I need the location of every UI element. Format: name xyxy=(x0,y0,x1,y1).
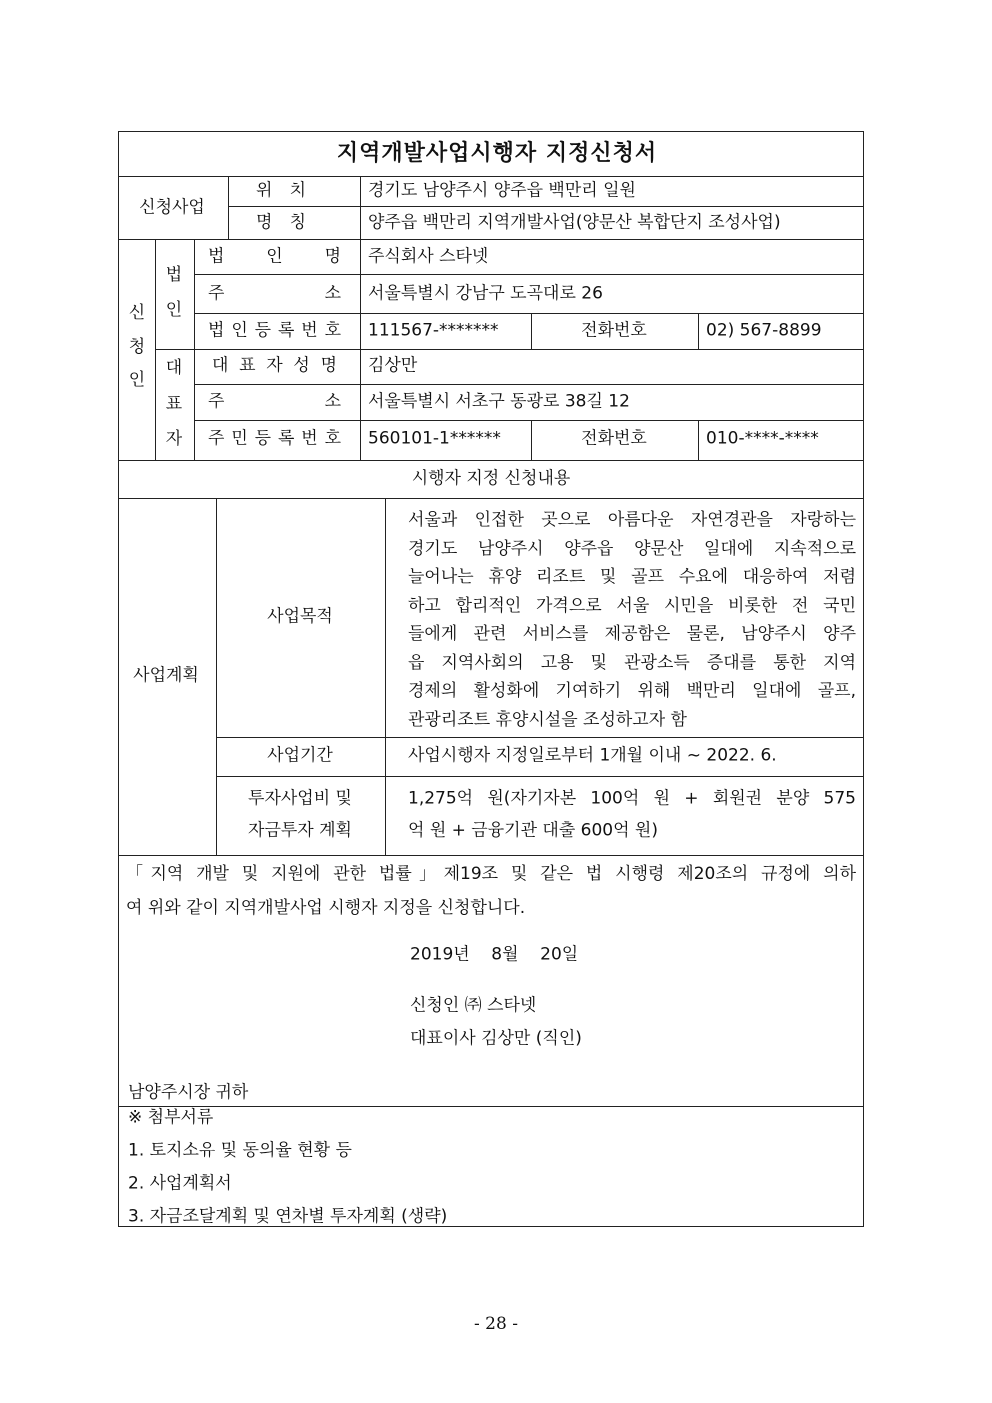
corp-address-label: 주 소 xyxy=(208,283,341,304)
period-label: 사업기간 xyxy=(267,745,333,766)
declaration-date: 2019년 8월 20일 xyxy=(410,944,579,965)
rule-field-label-right xyxy=(360,239,361,460)
rule-project-bottom xyxy=(118,239,864,240)
corp-reg-label: 법 인 등 록 번 호 xyxy=(208,320,341,341)
declaration-text: 「지역 개발 및 지원에 관한 법률」제19조 및 같은 법 시행령 제20조의 규정에 의하 여 위와 같이 지역개발사업 시행자 지정을 신청합니다. xyxy=(126,864,856,918)
applicant-section-label: 신 청 인 xyxy=(128,303,146,390)
rule-rep-1 xyxy=(194,384,864,385)
invest-label-1: 투자사업비 및 xyxy=(248,788,352,809)
rule-group-right xyxy=(194,239,195,460)
plan-section-label: 사업계획 xyxy=(133,665,199,686)
corp-phone-value: 02) 567-8899 xyxy=(706,320,822,341)
corp-name-value: 주식회사 스타넷 xyxy=(368,246,489,267)
invest-label-2: 자금투자 계획 xyxy=(248,820,352,841)
attachment-item: 2. 사업계획서 xyxy=(128,1173,232,1194)
attachment-item: 3. 자금조달계획 및 연차별 투자계획 (생략) xyxy=(128,1206,448,1227)
rule-project-sub-right xyxy=(360,176,361,239)
rule-corp-1 xyxy=(194,274,864,275)
rule-title-bottom xyxy=(118,176,864,177)
rule-corp-2 xyxy=(194,313,864,314)
rep-id-label: 주 민 등 록 번 호 xyxy=(208,428,341,449)
rep-address-value: 서울특별시 서초구 동광로 38길 12 xyxy=(368,391,630,412)
purpose-label: 사업목적 xyxy=(267,606,333,627)
rule-plan-label-right xyxy=(216,498,217,855)
rule-plan-sub-right xyxy=(385,498,386,855)
rule-rep-2 xyxy=(194,420,864,421)
project-name-value: 양주읍 백만리 지역개발사업(양문산 복합단지 조성사업) xyxy=(368,212,781,233)
corp-phone-label: 전화번호 xyxy=(581,320,647,341)
addressee: 남양주시장 귀하 xyxy=(128,1082,249,1103)
rule-decl-bottom xyxy=(118,1106,864,1107)
project-section-label: 신청사업 xyxy=(139,197,205,218)
project-name-label: 명 칭 xyxy=(256,212,306,233)
rule-purpose-bottom xyxy=(216,737,864,738)
rule-period-bottom xyxy=(216,776,864,777)
rep-id-value: 560101-1****** xyxy=(368,428,501,449)
rep-address-label: 주 소 xyxy=(208,391,341,412)
rule-corp-phone-right xyxy=(698,313,699,349)
rule-applicant-bottom xyxy=(118,460,864,461)
rule-content-header-bottom xyxy=(118,498,864,499)
rep-group-label: 대 표 자 xyxy=(165,358,183,449)
rep-name-label: 대 표 자 성 명 xyxy=(212,355,337,376)
rule-project-mid xyxy=(228,206,864,207)
declaration-applicant: 신청인 ㈜ 스타넷 xyxy=(410,995,537,1016)
invest-line-2: 억 원 + 금융기관 대출 600억 원) xyxy=(408,820,658,841)
rule-rep-phone-right xyxy=(698,420,699,460)
declaration-representative: 대표이사 김상만 (직인) xyxy=(410,1028,582,1049)
location-label: 위 치 xyxy=(256,180,306,201)
rule-applicant-left xyxy=(155,239,156,460)
rule-plan-bottom xyxy=(118,855,864,856)
rep-name-value: 김상만 xyxy=(368,355,418,376)
corp-name-label: 법 인 명 xyxy=(208,246,341,267)
corp-reg-value: 111567-******* xyxy=(368,320,499,341)
content-header: 시행자 지정 신청내용 xyxy=(411,468,571,489)
rule-corp-phone-left xyxy=(531,313,532,349)
page-title: 지역개발사업시행자 지정신청서 xyxy=(336,141,658,166)
rule-project-label-right xyxy=(228,176,229,239)
page-number: - 28 - xyxy=(474,1314,518,1334)
purpose-text: 서울과 인접한 곳으로 아름다운 자연경관을 자랑하는 경기도 남양주시 양주읍 양문산 일대에 지속적으로 늘어나는 휴양 리조트 및 골프 수요에 대응하여 저렴 하고 합리적인 가격으로 서울 시민을 비롯한 전 국민 들에게 관련 서비스를 제공함은 물론, 남양주시 양주 읍 지역사회의 고용 및 관광소득 증대를 통한 지역 경제의 활성화에 기여하기 위해 백만리 일대에 골프, 관광리조트 휴양시설을 조성하고자 함 xyxy=(408,510,856,730)
rep-phone-label: 전화번호 xyxy=(581,428,647,449)
corp-group-label: 법 인 xyxy=(165,265,183,320)
rule-corp-bottom xyxy=(155,349,864,350)
rule-rep-phone-left xyxy=(531,420,532,460)
location-value: 경기도 남양주시 양주읍 백만리 일원 xyxy=(368,180,636,201)
period-value: 사업시행자 지정일로부터 1개월 이내 ~ 2022. 6. xyxy=(408,745,777,766)
attachment-item: 1. 토지소유 및 동의율 현황 등 xyxy=(128,1140,352,1161)
attachments-heading: ※ 첨부서류 xyxy=(128,1107,214,1128)
rep-phone-value: 010-****-**** xyxy=(706,428,819,449)
corp-address-value: 서울특별시 강남구 도곡대로 26 xyxy=(368,283,603,304)
invest-line-1: 1,275억 원(자기자본 100억 원 + 회원권 분양 575 xyxy=(408,788,856,809)
